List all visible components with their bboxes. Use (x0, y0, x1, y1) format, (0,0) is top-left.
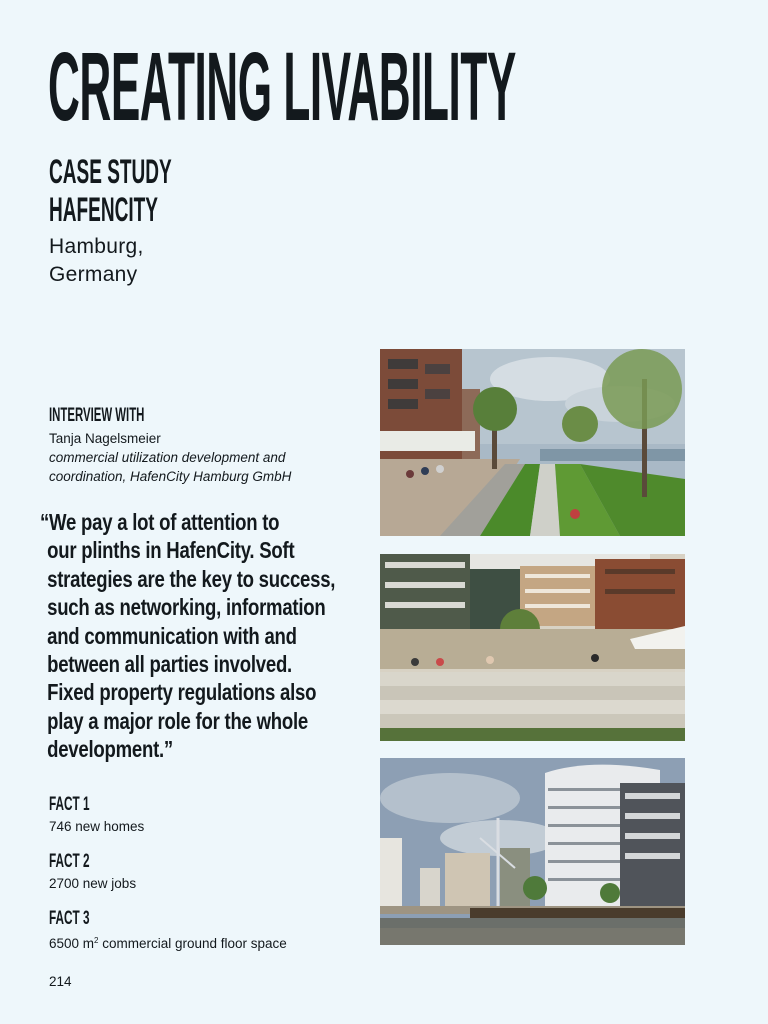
location-country: Germany (49, 263, 138, 286)
photo-promenade (380, 349, 685, 536)
pull-quote (40, 508, 335, 764)
quote-line: between all parties involved. (47, 651, 292, 678)
location (49, 233, 144, 289)
interviewee-role: commercial utilization development and coordination, HafenCity Hamburg GmbH (49, 450, 292, 484)
quote-line: play a major role for the whole (47, 707, 308, 734)
photo-waterfront (380, 758, 685, 945)
fact-label: FACT 2 (49, 851, 90, 872)
quote-line: Fixed property regulations also (47, 679, 317, 706)
case-study-heading (49, 153, 172, 229)
interviewee-name: Tanja Nagelsmeier (49, 431, 161, 446)
quote-line: strategies are the key to success, (47, 565, 336, 592)
fact-value: 2700 new jobs (49, 876, 137, 891)
fact-label: FACT 3 (49, 908, 90, 929)
fact-value: 746 new homes (49, 819, 145, 834)
fact-value (49, 932, 287, 953)
fact-label: FACT 1 (49, 794, 90, 815)
fact-3 (49, 908, 287, 953)
fact-value-text: commercial ground floor space (98, 936, 287, 951)
interview-label: INTERVIEW WITH (49, 405, 145, 426)
fact-1 (49, 794, 144, 836)
page-title: CREATING LIVABILITY (48, 32, 516, 141)
fact-2 (49, 851, 136, 893)
page-number: 214 (49, 974, 72, 989)
case-study-line-2: HAFENCITY (49, 191, 158, 229)
quote-line: such as networking, information (47, 594, 326, 621)
photo-terraces (380, 554, 685, 741)
quote-line: “We pay a lot of attention to (40, 509, 280, 535)
location-city: Hamburg, (49, 235, 144, 258)
quote-line: and communication with and (47, 622, 297, 649)
fact-value-superscript: 2 (94, 936, 99, 945)
fact-value-number: 6500 m (49, 936, 95, 951)
quote-line: development.” (47, 736, 173, 763)
quote-line: our plinths in HafenCity. Soft (47, 537, 295, 564)
case-study-line-1: CASE STUDY (49, 153, 172, 191)
